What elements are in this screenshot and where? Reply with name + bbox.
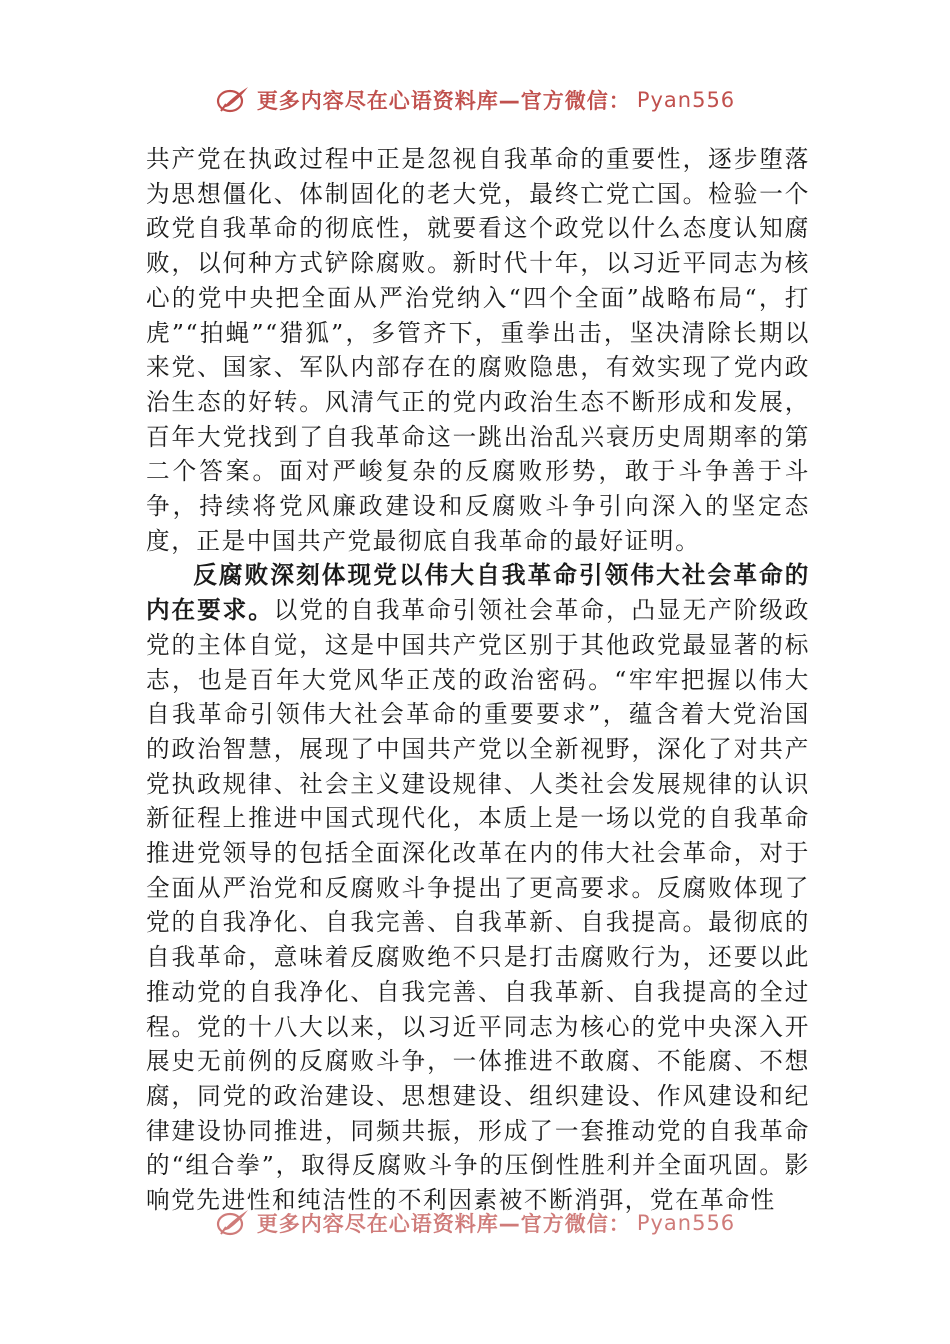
paragraph-2 bbox=[146, 558, 810, 1217]
footer-watermark bbox=[0, 1207, 950, 1239]
paragraph-2-lead: 反腐败深刻体现党以伟大自我革命引领伟大社会革命的内在要求。 bbox=[146, 561, 810, 625]
watermark-id: Pyan556 bbox=[636, 88, 736, 112]
paragraph-1-text: 共产党在执政过程中正是忽视自我革命的重要性，逐步堕落为思想僵化、体制固化的老大党，最终亡党亡国。检验一个政党自我革命的彻底性，就要看这个政党以什么态度认知腐败，以何种方式铲除腐败。新时代十年，以习近平同志为核心的党中央把全面从严治党纳入“四个全面”战略布局“，打虎”“拍蝇”“猎狐”，多管齐下，重拳出击，坚决清除长期以来党、国家、军队内部存在的腐败隐患，有效实现了党内政治生态的好转。风清气正的党内政治生态不断形成和发展，百年大党找到了自我革命这一跳出治乱兴衰历史周期率的第二个答案。面对严峻复杂的反腐败形势，敢于斗争善于斗争，持续将党风廉政建设和反腐败斗争引向深入的坚定态度，正是中国共产党最彻底自我革命的最好证明。 bbox=[146, 145, 810, 555]
paragraph-2-text: 以党的自我革命引领社会革命，凸显无产阶级政党的主体自觉，这是中国共产党区别于其他政党最显著的标志，也是百年大党风华正茂的政治密码。“牢牢把握以伟大自我革命引领伟大社会革命的重要要求”，蕴含着大党治国的政治智慧，展现了中国共产党以全新视野，深化了对共产党执政规律、社会主义建设规律、人类社会发展规律的认识新征程上推进中国式现代化，本质上是一场以党的自我革命推进党领导的包括全面深化改革在内的伟大社会革命，对于全面从严治党和反腐败斗争提出了更高要求。反腐败体现了党的自我净化、自我完善、自我革新、自我提高。最彻底的自我革命，意味着反腐败绝不只是打击腐败行为，还要以此推动党的自我净化、自我完善、自我革新、自我提高的全过程。党的十八大以来，以习近平同志为核心的党中央深入开展史无前例的反腐败斗争，一体推进不敢腐、不能腐、不想腐，同党的政治建设、思想建设、组织建设、作风建设和纪律建设协同推进，同频共振，形成了一套推动党的自我革命的“组合拳”，取得反腐败斗争的压倒性胜利并全面巩固。影响党先进性和纯洁性的不利因素被不断消弭，党在革命性 bbox=[146, 596, 810, 1215]
paragraph-1 bbox=[146, 142, 810, 558]
watermark-id: Pyan556 bbox=[636, 1211, 736, 1235]
quill-logo-icon bbox=[215, 1207, 251, 1239]
watermark-text: 更多内容尽在心语资料库—官方微信： bbox=[256, 89, 631, 113]
quill-logo-icon bbox=[215, 84, 251, 116]
watermark-text: 更多内容尽在心语资料库—官方微信： bbox=[256, 1212, 631, 1236]
header-watermark bbox=[0, 84, 950, 116]
document-body bbox=[146, 142, 810, 1218]
